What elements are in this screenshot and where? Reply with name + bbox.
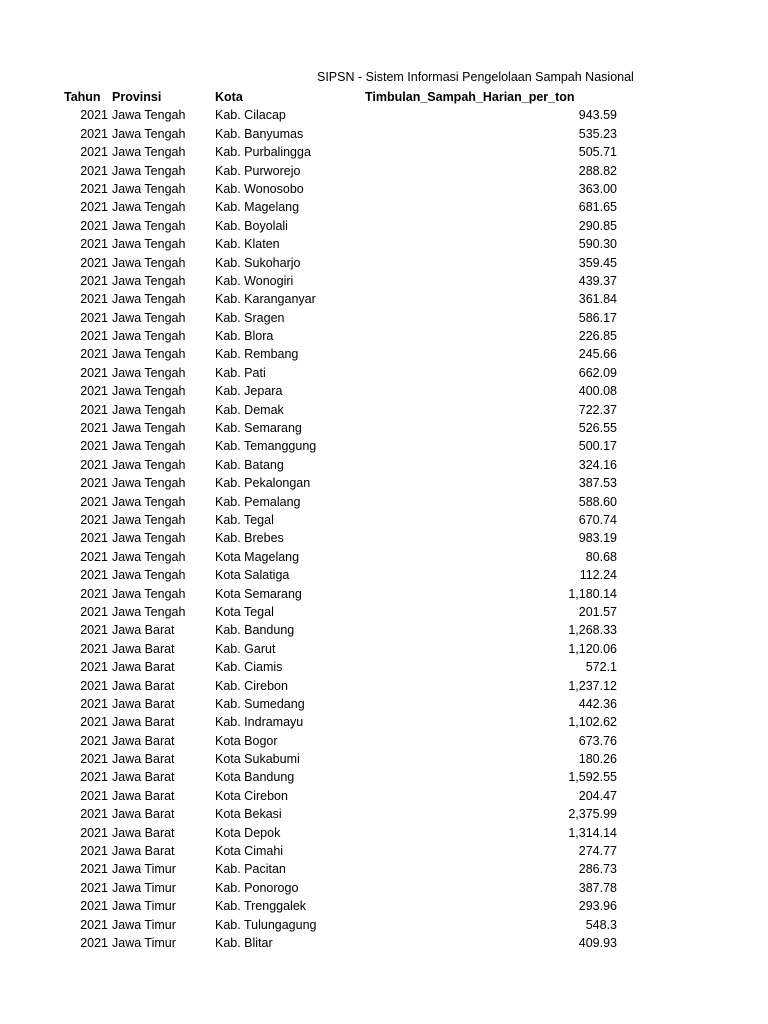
cell-provinsi: Jawa Timur — [112, 917, 176, 932]
cell-tahun: 2021 — [80, 439, 108, 454]
cell-provinsi: Jawa Tengah — [112, 494, 186, 509]
cell-timbulan: 548.3 — [585, 917, 617, 932]
cell-tahun: 2021 — [80, 788, 108, 803]
table-row — [0, 842, 768, 860]
table-row — [0, 548, 768, 566]
cell-kota: Kota Tegal — [215, 604, 274, 619]
cell-tahun: 2021 — [80, 604, 108, 619]
cell-timbulan: 586.17 — [578, 310, 617, 325]
table-row — [0, 474, 768, 492]
cell-timbulan: 1,268.33 — [568, 623, 617, 638]
table-row — [0, 603, 768, 621]
cell-provinsi: Jawa Tengah — [112, 586, 186, 601]
cell-provinsi: Jawa Barat — [112, 696, 175, 711]
table-row — [0, 529, 768, 547]
cell-provinsi: Jawa Tengah — [112, 218, 186, 233]
table-row — [0, 180, 768, 198]
cell-tahun: 2021 — [80, 825, 108, 840]
cell-provinsi: Jawa Timur — [112, 935, 176, 950]
table-row — [0, 345, 768, 363]
cell-tahun: 2021 — [80, 678, 108, 693]
cell-timbulan: 293.96 — [578, 899, 617, 914]
cell-timbulan: 274.77 — [578, 844, 617, 859]
table-row — [0, 916, 768, 934]
cell-timbulan: 1,120.06 — [568, 641, 617, 656]
cell-kota: Kab. Demak — [215, 402, 284, 417]
table-row — [0, 897, 768, 915]
cell-provinsi: Jawa Tengah — [112, 292, 186, 307]
cell-timbulan: 439.37 — [578, 273, 617, 288]
cell-kota: Kab. Klaten — [215, 237, 280, 252]
cell-provinsi: Jawa Tengah — [112, 476, 186, 491]
cell-tahun: 2021 — [80, 844, 108, 859]
table-row — [0, 805, 768, 823]
table-row — [0, 272, 768, 290]
table-row — [0, 162, 768, 180]
cell-timbulan: 387.78 — [578, 880, 617, 895]
cell-provinsi: Jawa Barat — [112, 825, 175, 840]
header-kota: Kota — [215, 90, 243, 104]
cell-provinsi: Jawa Barat — [112, 660, 175, 675]
cell-provinsi: Jawa Tengah — [112, 402, 186, 417]
cell-provinsi: Jawa Tengah — [112, 347, 186, 362]
cell-provinsi: Jawa Tengah — [112, 439, 186, 454]
table-row — [0, 658, 768, 676]
cell-kota: Kab. Semarang — [215, 421, 302, 436]
cell-tahun: 2021 — [80, 421, 108, 436]
table-row — [0, 106, 768, 124]
cell-timbulan: 943.59 — [578, 108, 617, 123]
table-row — [0, 768, 768, 786]
cell-tahun: 2021 — [80, 862, 108, 877]
cell-tahun: 2021 — [80, 365, 108, 380]
cell-kota: Kab. Tulungagung — [215, 917, 317, 932]
cell-provinsi: Jawa Barat — [112, 641, 175, 656]
cell-tahun: 2021 — [80, 145, 108, 160]
cell-kota: Kab. Tegal — [215, 512, 274, 527]
table-row — [0, 713, 768, 731]
cell-provinsi: Jawa Tengah — [112, 457, 186, 472]
cell-provinsi: Jawa Tengah — [112, 181, 186, 196]
table-row — [0, 309, 768, 327]
cell-kota: Kota Bekasi — [215, 807, 282, 822]
table-row — [0, 511, 768, 529]
cell-kota: Kab. Temanggung — [215, 439, 317, 454]
cell-provinsi: Jawa Tengah — [112, 108, 186, 123]
cell-provinsi: Jawa Tengah — [112, 255, 186, 270]
table-row — [0, 456, 768, 474]
cell-tahun: 2021 — [80, 586, 108, 601]
cell-provinsi: Jawa Timur — [112, 899, 176, 914]
cell-provinsi: Jawa Barat — [112, 733, 175, 748]
table-row — [0, 787, 768, 805]
table-row — [0, 732, 768, 750]
table-row — [0, 640, 768, 658]
cell-tahun: 2021 — [80, 733, 108, 748]
cell-timbulan: 500.17 — [578, 439, 617, 454]
cell-timbulan: 2,375.99 — [568, 807, 617, 822]
cell-timbulan: 400.08 — [578, 384, 617, 399]
cell-tahun: 2021 — [80, 476, 108, 491]
table-row — [0, 217, 768, 235]
cell-timbulan: 681.65 — [578, 200, 617, 215]
cell-tahun: 2021 — [80, 880, 108, 895]
table-row — [0, 695, 768, 713]
cell-tahun: 2021 — [80, 641, 108, 656]
cell-tahun: 2021 — [80, 494, 108, 509]
cell-kota: Kab. Sragen — [215, 310, 285, 325]
cell-timbulan: 670.74 — [578, 512, 617, 527]
cell-provinsi: Jawa Barat — [112, 807, 175, 822]
table-row — [0, 125, 768, 143]
cell-tahun: 2021 — [80, 770, 108, 785]
cell-timbulan: 363.00 — [578, 181, 617, 196]
cell-tahun: 2021 — [80, 531, 108, 546]
cell-timbulan: 1,314.14 — [568, 825, 617, 840]
cell-kota: Kab. Trenggalek — [215, 899, 307, 914]
cell-kota: Kota Bandung — [215, 770, 295, 785]
cell-tahun: 2021 — [80, 660, 108, 675]
cell-tahun: 2021 — [80, 696, 108, 711]
cell-timbulan: 983.19 — [578, 531, 617, 546]
cell-kota: Kab. Pacitan — [215, 862, 286, 877]
cell-provinsi: Jawa Tengah — [112, 273, 186, 288]
cell-kota: Kab. Magelang — [215, 200, 300, 215]
table-row — [0, 585, 768, 603]
cell-tahun: 2021 — [80, 623, 108, 638]
cell-kota: Kab. Cirebon — [215, 678, 288, 693]
cell-provinsi: Jawa Tengah — [112, 329, 186, 344]
cell-timbulan: 204.47 — [578, 788, 617, 803]
cell-kota: Kab. Rembang — [215, 347, 299, 362]
cell-timbulan: 80.68 — [585, 549, 617, 564]
cell-kota: Kab. Karanganyar — [215, 292, 316, 307]
cell-provinsi: Jawa Barat — [112, 752, 175, 767]
cell-timbulan: 359.45 — [578, 255, 617, 270]
cell-kota: Kab. Jepara — [215, 384, 283, 399]
table-row — [0, 254, 768, 272]
table-row — [0, 879, 768, 897]
cell-kota: Kota Bogor — [215, 733, 278, 748]
cell-kota: Kota Magelang — [215, 549, 300, 564]
cell-tahun: 2021 — [80, 329, 108, 344]
cell-tahun: 2021 — [80, 347, 108, 362]
cell-timbulan: 526.55 — [578, 421, 617, 436]
cell-timbulan: 201.57 — [578, 604, 617, 619]
cell-timbulan: 387.53 — [578, 476, 617, 491]
cell-tahun: 2021 — [80, 108, 108, 123]
cell-timbulan: 245.66 — [578, 347, 617, 362]
spreadsheet — [0, 68, 768, 952]
cell-kota: Kota Sukabumi — [215, 752, 300, 767]
cell-timbulan: 673.76 — [578, 733, 617, 748]
table-row — [0, 327, 768, 345]
cell-timbulan: 409.93 — [578, 935, 617, 950]
table-row — [0, 566, 768, 584]
cell-provinsi: Jawa Barat — [112, 715, 175, 730]
cell-provinsi: Jawa Tengah — [112, 512, 186, 527]
cell-timbulan: 288.82 — [578, 163, 617, 178]
cell-provinsi: Jawa Tengah — [112, 531, 186, 546]
cell-kota: Kota Cimahi — [215, 844, 284, 859]
table-row — [0, 621, 768, 639]
cell-kota: Kab. Garut — [215, 641, 276, 656]
cell-provinsi: Jawa Tengah — [112, 237, 186, 252]
cell-tahun: 2021 — [80, 917, 108, 932]
cell-timbulan: 572.1 — [585, 660, 617, 675]
cell-provinsi: Jawa Barat — [112, 788, 175, 803]
cell-kota: Kab. Boyolali — [215, 218, 288, 233]
cell-provinsi: Jawa Tengah — [112, 549, 186, 564]
table-row — [0, 934, 768, 952]
cell-timbulan: 662.09 — [578, 365, 617, 380]
table-row — [0, 750, 768, 768]
table-row — [0, 437, 768, 455]
cell-provinsi: Jawa Tengah — [112, 384, 186, 399]
cell-tahun: 2021 — [80, 255, 108, 270]
cell-timbulan: 1,237.12 — [568, 678, 617, 693]
cell-timbulan: 112.24 — [579, 568, 617, 583]
cell-timbulan: 590.30 — [578, 237, 617, 252]
cell-kota: Kab. Blora — [215, 329, 274, 344]
cell-provinsi: Jawa Tengah — [112, 310, 186, 325]
table-row — [0, 860, 768, 878]
cell-kota: Kab. Purworejo — [215, 163, 301, 178]
table-row — [0, 290, 768, 308]
cell-tahun: 2021 — [80, 899, 108, 914]
title-row — [0, 68, 768, 88]
cell-timbulan: 588.60 — [578, 494, 617, 509]
cell-timbulan: 722.37 — [578, 402, 617, 417]
cell-kota: Kab. Blitar — [215, 935, 273, 950]
cell-timbulan: 442.36 — [578, 696, 617, 711]
cell-timbulan: 1,180.14 — [568, 586, 617, 601]
table-row — [0, 401, 768, 419]
cell-provinsi: Jawa Barat — [112, 844, 175, 859]
cell-timbulan: 361.84 — [578, 292, 617, 307]
cell-provinsi: Jawa Timur — [112, 880, 176, 895]
table-row — [0, 677, 768, 695]
table-row — [0, 143, 768, 161]
cell-kota: Kab. Bandung — [215, 623, 295, 638]
table-row — [0, 235, 768, 253]
cell-provinsi: Jawa Barat — [112, 623, 175, 638]
cell-provinsi: Jawa Barat — [112, 770, 175, 785]
cell-tahun: 2021 — [80, 218, 108, 233]
cell-kota: Kab. Purbalingga — [215, 145, 311, 160]
cell-timbulan: 290.85 — [578, 218, 617, 233]
cell-tahun: 2021 — [80, 549, 108, 564]
cell-kota: Kab. Ciamis — [215, 660, 283, 675]
cell-kota: Kab. Sumedang — [215, 696, 305, 711]
cell-tahun: 2021 — [80, 568, 108, 583]
cell-provinsi: Jawa Tengah — [112, 200, 186, 215]
cell-timbulan: 1,592.55 — [568, 770, 617, 785]
cell-tahun: 2021 — [80, 512, 108, 527]
cell-timbulan: 535.23 — [578, 126, 617, 141]
cell-tahun: 2021 — [80, 273, 108, 288]
table-row — [0, 382, 768, 400]
cell-kota: Kab. Pekalongan — [215, 476, 311, 491]
header-provinsi: Provinsi — [112, 90, 162, 104]
table-row — [0, 364, 768, 382]
cell-tahun: 2021 — [80, 752, 108, 767]
cell-tahun: 2021 — [80, 807, 108, 822]
cell-tahun: 2021 — [80, 384, 108, 399]
table-row — [0, 824, 768, 842]
cell-kota: Kab. Banyumas — [215, 126, 304, 141]
cell-kota: Kab. Indramayu — [215, 715, 304, 730]
cell-kota: Kota Semarang — [215, 586, 302, 601]
cell-provinsi: Jawa Timur — [112, 862, 176, 877]
cell-timbulan: 1,102.62 — [568, 715, 617, 730]
cell-tahun: 2021 — [80, 126, 108, 141]
table-row — [0, 419, 768, 437]
cell-tahun: 2021 — [80, 181, 108, 196]
cell-provinsi: Jawa Tengah — [112, 126, 186, 141]
header-tahun: Tahun — [64, 90, 101, 104]
cell-provinsi: Jawa Barat — [112, 678, 175, 693]
cell-kota: Kab. Ponorogo — [215, 880, 299, 895]
cell-tahun: 2021 — [80, 292, 108, 307]
table-body — [0, 106, 768, 952]
header-row — [0, 88, 768, 106]
cell-provinsi: Jawa Tengah — [112, 604, 186, 619]
cell-provinsi: Jawa Tengah — [112, 421, 186, 436]
cell-timbulan: 324.16 — [578, 457, 617, 472]
cell-kota: Kab. Batang — [215, 457, 284, 472]
cell-provinsi: Jawa Tengah — [112, 568, 186, 583]
cell-timbulan: 180.26 — [578, 752, 617, 767]
cell-kota: Kab. Wonosobo — [215, 181, 304, 196]
cell-kota: Kota Cirebon — [215, 788, 288, 803]
sheet-title: SIPSN - Sistem Informasi Pengelolaan Sampah Nasional — [317, 70, 634, 84]
cell-tahun: 2021 — [80, 715, 108, 730]
cell-kota: Kab. Brebes — [215, 531, 284, 546]
cell-tahun: 2021 — [80, 237, 108, 252]
cell-timbulan: 226.85 — [578, 329, 617, 344]
cell-kota: Kota Depok — [215, 825, 281, 840]
cell-tahun: 2021 — [80, 200, 108, 215]
cell-provinsi: Jawa Tengah — [112, 365, 186, 380]
cell-timbulan: 505.71 — [578, 145, 617, 160]
cell-tahun: 2021 — [80, 310, 108, 325]
cell-provinsi: Jawa Tengah — [112, 163, 186, 178]
cell-timbulan: 286.73 — [578, 862, 617, 877]
table-row — [0, 493, 768, 511]
cell-tahun: 2021 — [80, 457, 108, 472]
cell-tahun: 2021 — [80, 402, 108, 417]
cell-kota: Kab. Pemalang — [215, 494, 301, 509]
cell-kota: Kab. Cilacap — [215, 108, 286, 123]
cell-kota: Kab. Sukoharjo — [215, 255, 301, 270]
table-row — [0, 198, 768, 216]
cell-kota: Kab. Wonogiri — [215, 273, 294, 288]
header-timbulan: Timbulan_Sampah_Harian_per_ton — [365, 90, 575, 104]
cell-tahun: 2021 — [80, 163, 108, 178]
cell-tahun: 2021 — [80, 935, 108, 950]
cell-kota: Kab. Pati — [215, 365, 266, 380]
cell-provinsi: Jawa Tengah — [112, 145, 186, 160]
cell-kota: Kota Salatiga — [215, 568, 290, 583]
